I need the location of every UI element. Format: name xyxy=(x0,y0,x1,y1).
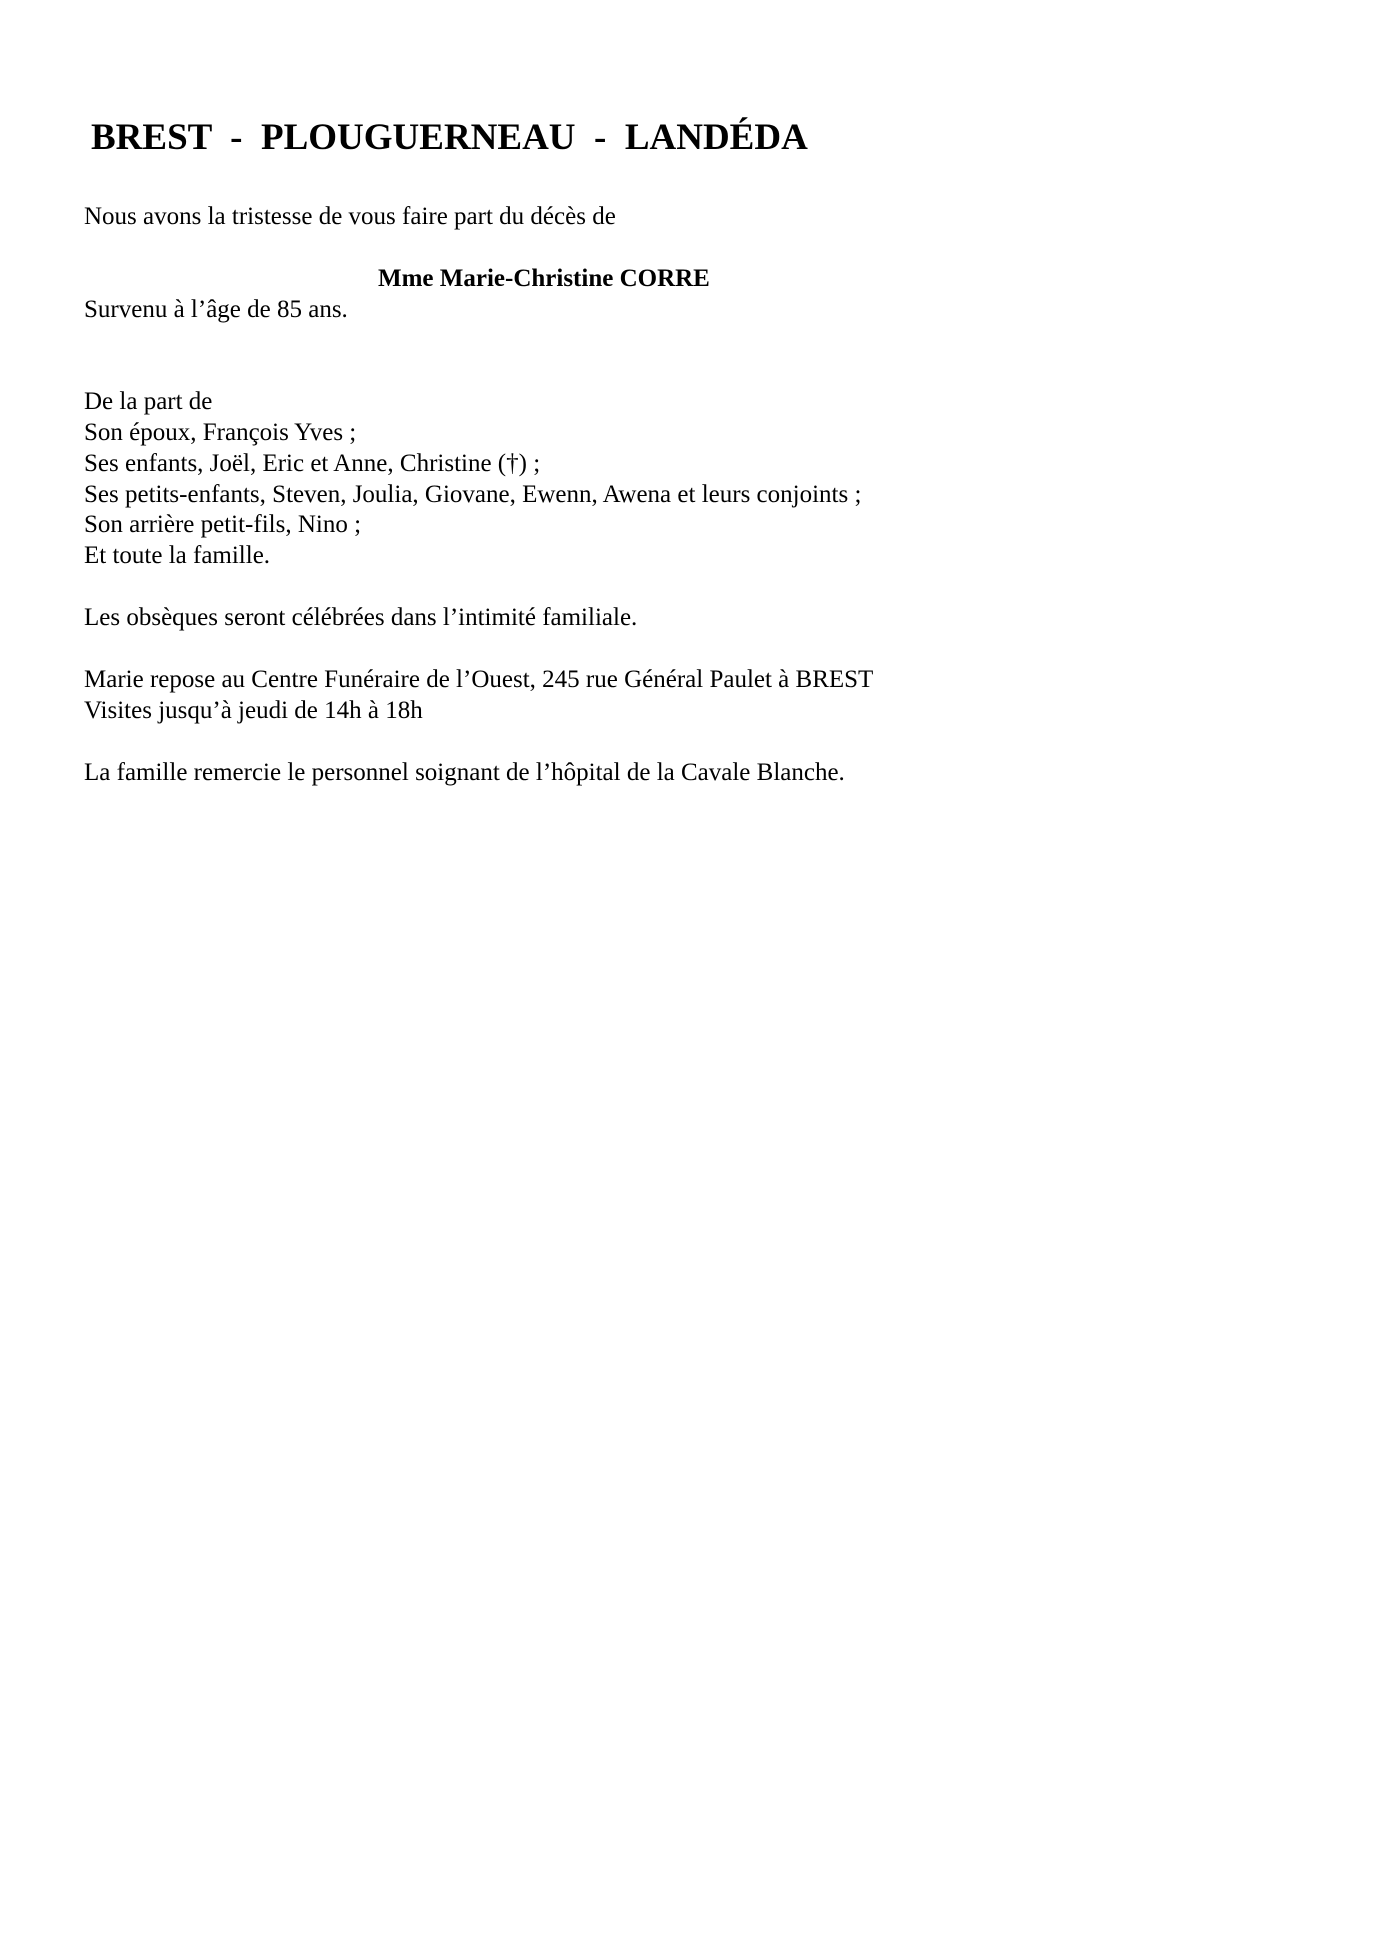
family-member-children: Ses enfants, Joël, Eric et Anne, Christine (†) ; xyxy=(84,450,541,477)
family-member-all: Et toute la famille. xyxy=(84,542,271,569)
deceased-name: Mme Marie-Christine CORRE xyxy=(378,265,710,292)
location-text: Marie repose au Centre Funéraire de l’Ouest, 245 rue Général Paulet à BREST xyxy=(84,666,874,693)
page-title: BREST - PLOUGUERNEAU - LANDÉDA xyxy=(91,117,808,158)
intro-text: Nous avons la tristesse de vous faire part du décès de xyxy=(84,203,616,230)
age-text: Survenu à l’âge de 85 ans. xyxy=(84,296,348,323)
ceremony-text: Les obsèques seront célébrées dans l’intimité familiale. xyxy=(84,604,638,631)
thanks-text: La famille remercie le personnel soignant de l’hôpital de la Cavale Blanche. xyxy=(84,759,845,786)
family-member-great-grandchild: Son arrière petit-fils, Nino ; xyxy=(84,511,362,538)
family-heading: De la part de xyxy=(84,388,213,415)
family-member-spouse: Son époux, François Yves ; xyxy=(84,419,357,446)
visits-text: Visites jusqu’à jeudi de 14h à 18h xyxy=(84,697,423,724)
family-member-grandchildren: Ses petits-enfants, Steven, Joulia, Giovane, Ewenn, Awena et leurs conjoints ; xyxy=(84,481,862,508)
